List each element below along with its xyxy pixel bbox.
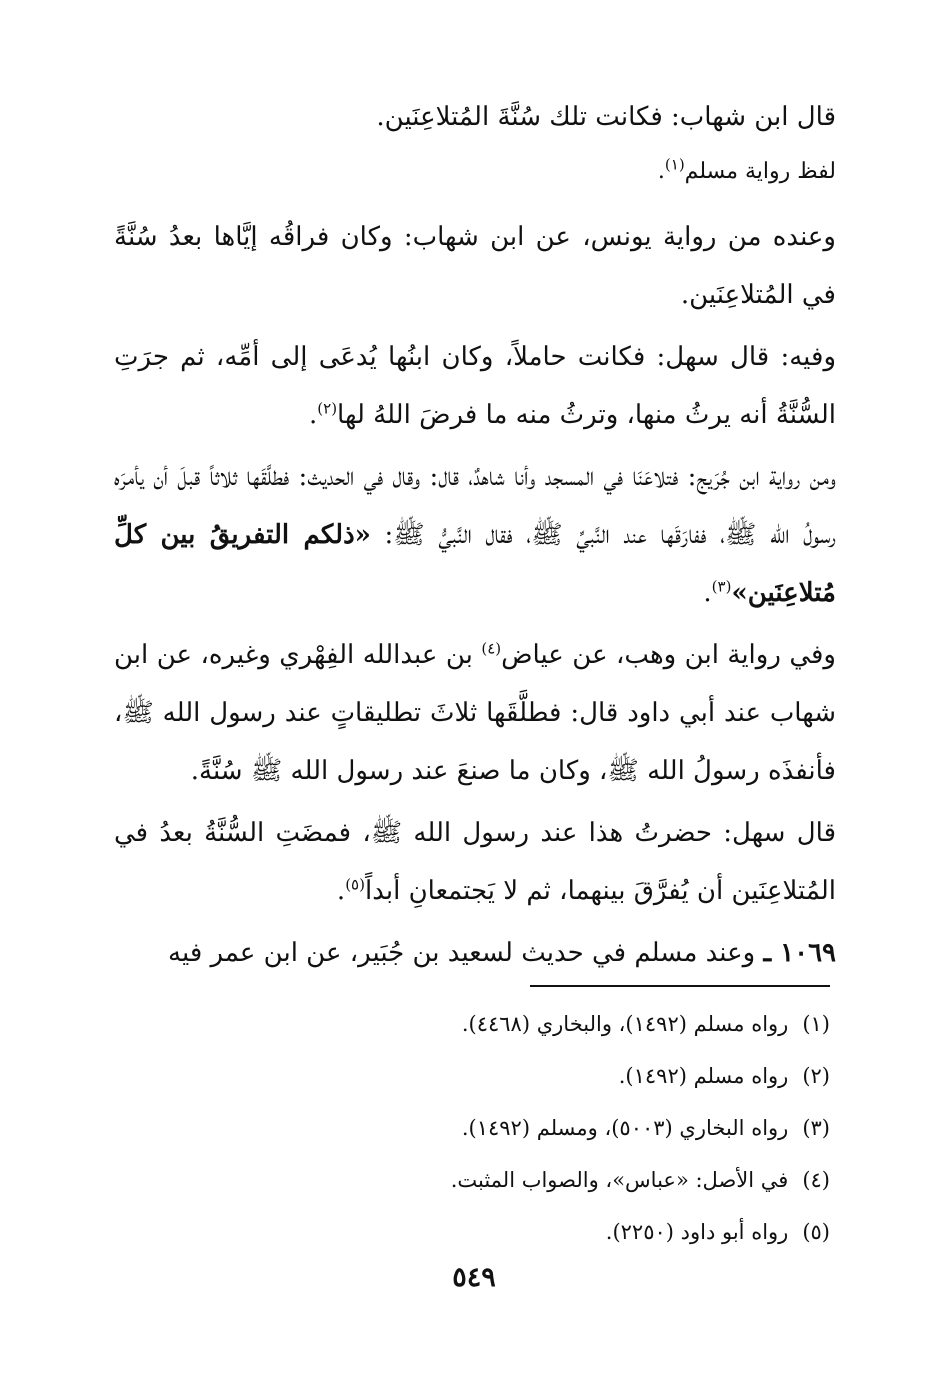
hadith-number: ١٠٦٩ ـ <box>763 938 836 968</box>
paragraph-1 <box>114 88 836 146</box>
footnote-number: (٢) <box>802 1064 830 1088</box>
footnote-text: رواه مسلم (١٤٩٢). <box>618 1064 789 1088</box>
paragraph-text: وعنده من رواية يونس، عن ابن شهاب: وكان فراقُه إيَّاها بعدُ سُنَّةً في المُتلاعِنَين. <box>114 222 836 310</box>
paragraph-5 <box>114 448 836 622</box>
footnote-3 <box>130 1102 830 1154</box>
paragraph-8 <box>114 924 836 982</box>
paragraph-6 <box>114 626 836 800</box>
paragraph-4 <box>114 328 836 444</box>
main-text <box>114 88 836 986</box>
footnote-marker: (٣) <box>711 577 732 596</box>
footnote-text: في الأصل: «عباس»، والصواب المثبت. <box>450 1168 789 1192</box>
hadith-quote: «ذلكم التفريقُ بين كلِّ مُتلاعِنَين» <box>114 520 836 608</box>
footnote-number: (٥) <box>802 1220 830 1244</box>
footnote-5 <box>130 1206 830 1258</box>
paragraph-tail: بن عبدالله الفِهْري وغيره، عن ابن شهاب عند أبي داود قال: فطلَّقَها ثلاثَ تطليقاتٍ عند رسول الله ﷺ، فأنفذَه رسولُ الله ﷺ، وكان ما صنعَ عند رسول الله ﷺ سُنَّةً. <box>114 640 836 786</box>
footnote-number: (١) <box>802 1012 830 1036</box>
paragraph-tail: . <box>657 159 665 184</box>
footnote-1 <box>130 998 830 1050</box>
footnote-text: رواه مسلم (١٤٩٢)، والبخاري (٤٤٦٨). <box>461 1012 789 1036</box>
footnote-text: رواه أبو داود (٢٢٥٠). <box>605 1220 789 1244</box>
footnote-text: رواه البخاري (٥٠٠٣)، ومسلم (١٤٩٢). <box>461 1116 789 1140</box>
paragraph-7 <box>114 804 836 920</box>
paragraph-text: ومن رواية ابن جُرَيج: فتلاعَنَا في المسجد وأنا شاهدٌ، قال: وقال في الحديث: فطلَّقَها ثلاثاً قبلَ أن يأمرَه رسولُ الله ﷺ، ففارَقَها عند النَّبيِّ ﷺ، فقال النَّبيُّ ﷺ: <box>114 462 836 550</box>
paragraph-text: وعند مسلم في حديث لسعيد بن جُبَير، عن ابن عمر فيه <box>168 938 764 968</box>
paragraph-text: قال ابن شهاب: فكانت تلك سُنَّةَ المُتلاعِنَين. <box>376 102 836 132</box>
paragraph-text: وفي رواية ابن وهب، عن عياض <box>501 640 836 670</box>
paragraph-text: قال سهل: حضرتُ هذا عند رسول الله ﷺ، فمضَتِ السُّنَّةُ بعدُ في المُتلاعِنَين أن يُفرَّقَ بينهما، ثم لا يَجتمعانِ أبداً <box>114 818 836 906</box>
footnote-marker: (٥) <box>345 875 365 894</box>
paragraph-2 <box>114 150 836 194</box>
footnote-marker: (٢) <box>317 399 338 418</box>
footnote-4 <box>130 1154 830 1206</box>
footnote-number: (٣) <box>802 1116 830 1140</box>
paragraph-tail: . <box>336 876 346 906</box>
footnote-number: (٤) <box>802 1168 830 1192</box>
footnote-separator <box>530 985 830 987</box>
page-number: ٥٤٩ <box>452 1262 496 1293</box>
footnotes-list <box>130 998 830 1258</box>
paragraph-text: لفظ رواية مسلم <box>684 159 836 184</box>
paragraph-3 <box>114 208 836 324</box>
footnote-2 <box>130 1050 830 1102</box>
footnote-marker: (١) <box>664 155 685 174</box>
paragraph-text: وفيه: قال سهل: فكانت حاملاً، وكان ابنُها يُدعَى إلى أمِّه، ثم جرَتِ السُّنَّةُ أنه يرثُ منها، وترثُ منه ما فرضَ اللهُ لها <box>114 342 836 430</box>
paragraph-tail: . <box>309 400 318 430</box>
paragraph-tail: . <box>703 578 712 608</box>
footnote-marker: (٤) <box>481 639 502 658</box>
